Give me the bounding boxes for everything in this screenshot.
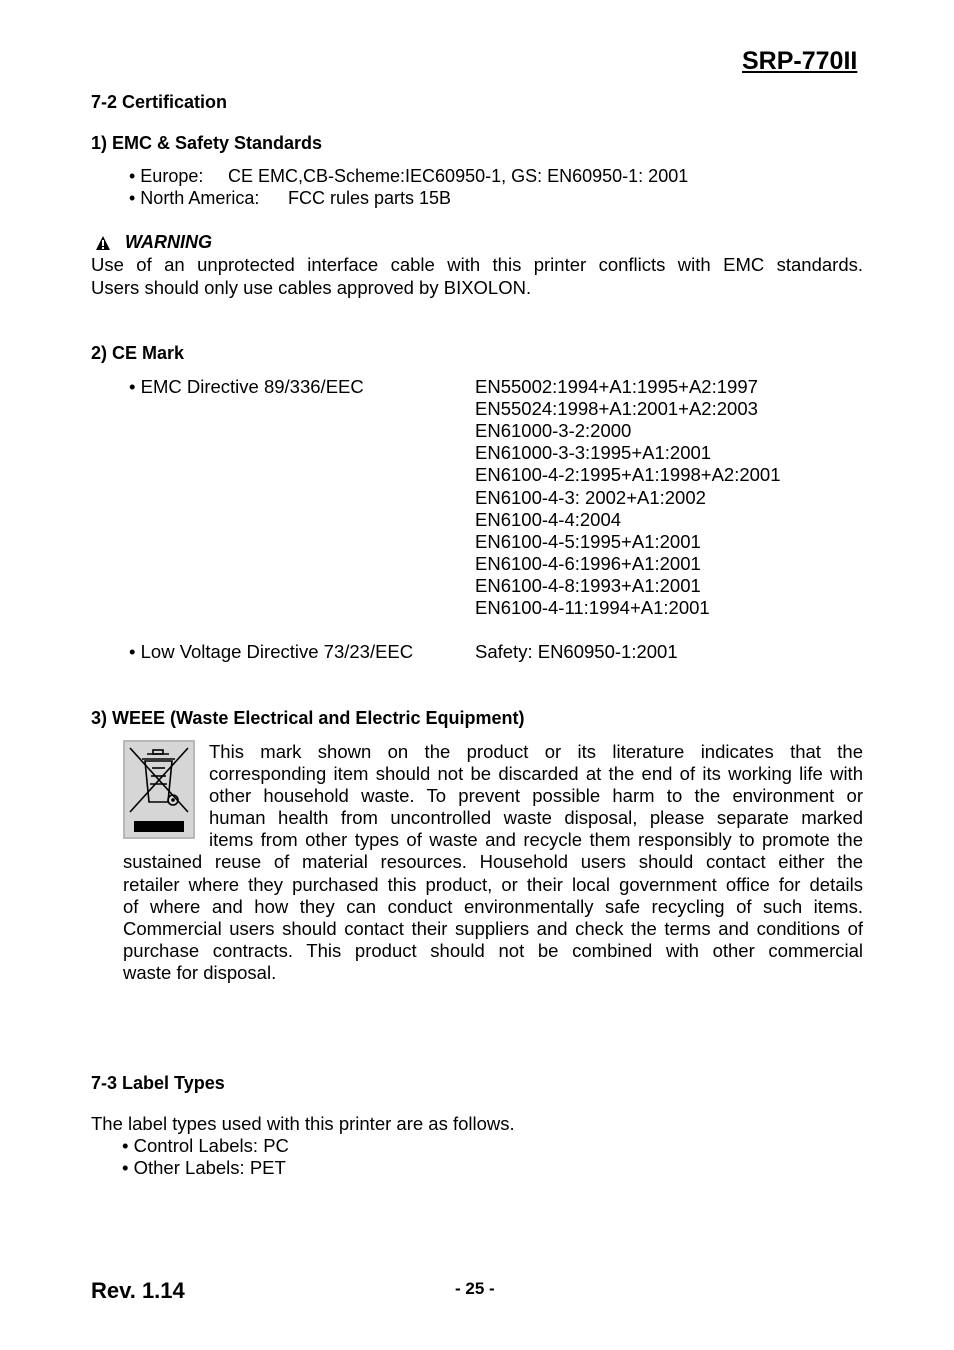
warning-line-2: Users should only use cables approved by BIXOLON. <box>91 277 532 298</box>
emc-standard: EN6100-4-11:1994+A1:2001 <box>475 597 710 618</box>
emc-item-europe-label: • Europe: <box>129 166 204 186</box>
warning-triangle-icon <box>95 235 111 251</box>
section-7-2-title: 7-2 Certification <box>91 92 228 112</box>
emc-standard: EN6100-4-3: 2002+A1:2002 <box>475 487 706 508</box>
emc-standard: EN61000-3-2:2000 <box>475 420 632 441</box>
ce-mark-heading: 2) CE Mark <box>91 343 185 363</box>
weee-line: other household waste. To prevent possible harm to the environment or <box>209 785 863 806</box>
weee-line: Commercial users should contact their suppliers and check the terms and conditions of <box>123 918 863 939</box>
weee-line: corresponding item should not be discarded at the end of its working life with <box>209 763 863 784</box>
emc-standard: EN6100-4-2:1995+A1:1998+A2:2001 <box>475 464 781 485</box>
section-7-3-title: 7-3 Label Types <box>91 1073 225 1093</box>
emc-item-europe-value: CE EMC,CB-Scheme:IEC60950-1, GS: EN60950-1: 2001 <box>228 166 689 186</box>
emc-standard: EN6100-4-4:2004 <box>475 509 622 530</box>
emc-safety-heading: 1) EMC & Safety Standards <box>91 133 323 153</box>
page-header-model: SRP-770II <box>742 47 858 75</box>
emc-standard: EN6100-4-5:1995+A1:2001 <box>475 531 701 552</box>
emc-standard: EN55002:1994+A1:1995+A2:1997 <box>475 376 758 397</box>
weee-line: human health from uncontrolled waste disposal, please separate marked <box>209 807 863 828</box>
weee-line: items from other types of waste and recycle them responsibly to promote the <box>209 829 863 850</box>
label-type-item: • Other Labels: PET <box>122 1157 286 1178</box>
low-voltage-directive-label: • Low Voltage Directive 73/23/EEC <box>129 641 414 662</box>
emc-standard: EN61000-3-3:1995+A1:2001 <box>475 442 712 463</box>
warning-title: WARNING <box>125 232 212 252</box>
footer-revision: Rev. 1.14 <box>91 1278 185 1303</box>
weee-line: sustained reuse of material resources. Household users should contact either the <box>123 851 863 872</box>
label-type-item: • Control Labels: PC <box>122 1135 289 1156</box>
emc-directive-label: • EMC Directive 89/336/EEC <box>129 376 364 397</box>
weee-line: This mark shown on the product or its literature indicates that the <box>209 741 863 762</box>
emc-standard: EN55024:1998+A1:2001+A2:2003 <box>475 398 758 419</box>
footer-page-number: - 25 - <box>455 1279 495 1298</box>
weee-heading: 3) WEEE (Waste Electrical and Electric Equipment) <box>91 708 525 728</box>
weee-line: of where and how they can conduct environmentally safe recycling of such items. <box>123 896 863 917</box>
emc-item-north-america-label: • North America: <box>129 188 260 208</box>
emc-standard: EN6100-4-8:1993+A1:2001 <box>475 575 701 596</box>
low-voltage-directive-value: Safety: EN60950-1:2001 <box>475 641 678 662</box>
warning-line-1: Use of an unprotected interface cable with this printer conflicts with EMC standards. <box>91 254 863 275</box>
weee-line: retailer where they purchased this product, or their local government office for details <box>123 874 863 895</box>
label-types-intro: The label types used with this printer are as follows. <box>91 1113 515 1134</box>
emc-item-north-america-value: FCC rules parts 15B <box>288 188 452 208</box>
crossed-out-wheelie-bin-icon <box>123 740 195 839</box>
emc-standard: EN6100-4-6:1996+A1:2001 <box>475 553 701 574</box>
weee-line: purchase contracts. This product should not be combined with other commercial <box>123 940 863 961</box>
weee-line: waste for disposal. <box>123 962 277 983</box>
